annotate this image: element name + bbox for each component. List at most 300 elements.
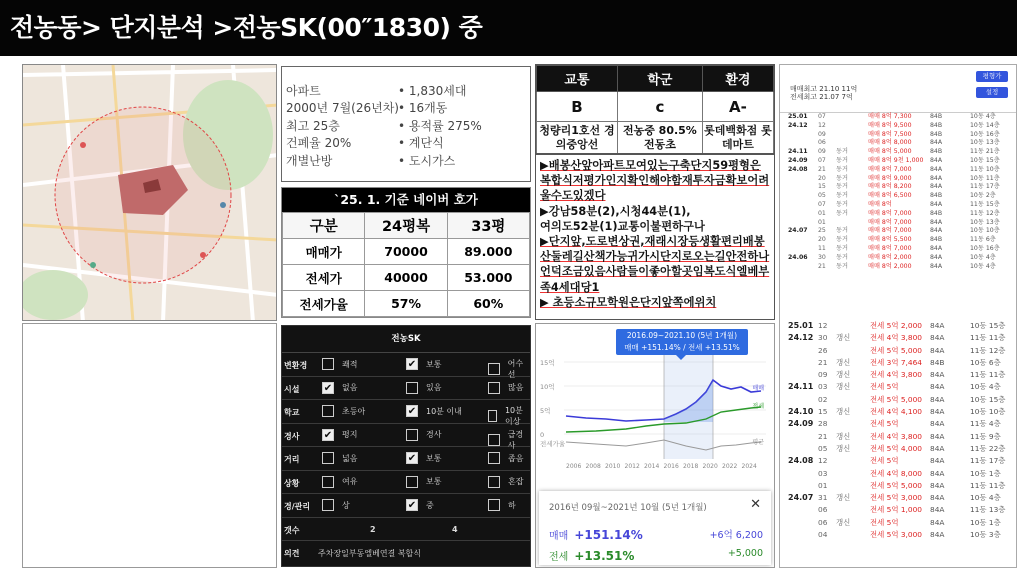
transaction-cell: 84A: [930, 419, 945, 429]
transaction-cell: 84A: [930, 227, 943, 235]
transaction-cell: 전세 5억: [870, 517, 899, 527]
transaction-cell: 09: [818, 148, 826, 156]
transaction-cell: 10동 4층: [970, 253, 996, 261]
transaction-cell: 84B: [930, 130, 943, 138]
checklist-option[interactable]: [322, 382, 357, 394]
transaction-cell: 전세 5억 1,000: [870, 505, 922, 515]
transaction-cell: 갱신: [836, 407, 851, 417]
settings-button[interactable]: 설정: [976, 87, 1008, 98]
table-row[interactable]: [780, 455, 1016, 467]
transaction-cell: 84B: [930, 113, 943, 120]
checkbox[interactable]: [322, 476, 334, 488]
checklist-option[interactable]: [406, 452, 441, 464]
x-tick-label: 2018: [683, 463, 699, 470]
transaction-list-panel: [779, 64, 1017, 568]
checklist-option-label: 초등아: [342, 406, 366, 416]
checklist-option-label: 넓음: [342, 453, 358, 463]
jeonse-ratio-line: [566, 440, 761, 450]
table-row[interactable]: [780, 227, 1016, 236]
price-header: 구분: [283, 213, 365, 239]
transaction-cell: 11동 9층: [970, 431, 1001, 441]
price-cell: 57%: [365, 291, 447, 317]
tooltip-change: 매매 +151.14% / 전세 +13.51%: [624, 343, 740, 352]
transaction-cell: 10동 3층: [970, 530, 1001, 540]
checklist-option[interactable]: [322, 358, 357, 370]
transaction-cell: 05: [818, 192, 826, 200]
transaction-cell: 11동 15층: [970, 200, 1000, 208]
price-table-title: `25. 1. 기준 네이버 호가: [282, 188, 530, 212]
info-buildings: • 16개동: [398, 100, 482, 117]
checkbox[interactable]: [488, 434, 500, 446]
table-row[interactable]: [780, 148, 1016, 157]
location-score-panel: [535, 64, 775, 154]
transaction-cell: 84A: [930, 253, 943, 261]
transaction-cell: 전세 5억 5,000: [870, 394, 922, 404]
table-row[interactable]: [780, 504, 1016, 516]
location-score-table: [536, 65, 774, 154]
checkbox[interactable]: [322, 499, 334, 511]
price-cell: 89.000: [447, 239, 529, 265]
table-row: [283, 265, 530, 291]
transaction-cell: 10동 4층: [970, 262, 996, 270]
checklist-option-label: 혼잡: [508, 477, 524, 486]
transaction-cell: 26: [818, 345, 828, 355]
checklist-option[interactable]: [406, 499, 434, 511]
table-row[interactable]: [780, 418, 1016, 430]
y-tick-label: 10억: [540, 383, 555, 391]
transaction-cell: 84B: [930, 236, 943, 244]
price-header: 24평복: [365, 213, 447, 239]
checkbox[interactable]: [488, 363, 500, 375]
transaction-cell: 06: [818, 505, 828, 515]
transaction-cell: 매매 8억 9,500: [868, 121, 912, 129]
transaction-cell: 10동 10층: [970, 407, 1006, 417]
table-row[interactable]: [780, 122, 1016, 131]
x-tick-label: 2014: [644, 463, 660, 470]
transaction-cell: 동거: [836, 236, 848, 244]
transaction-cell: 01: [818, 218, 826, 226]
price-cell: 전세가율: [283, 291, 365, 317]
info-floors: 최고 25층: [286, 118, 340, 133]
transaction-cell: 매매 8억 9,000: [868, 174, 912, 182]
table-row[interactable]: [780, 263, 1016, 272]
transaction-cell: 동거: [836, 148, 848, 156]
checked-checkbox[interactable]: ✔: [323, 429, 333, 441]
transaction-cell: 11동 22층: [970, 443, 1006, 453]
table-row[interactable]: [780, 139, 1016, 148]
checkbox[interactable]: [488, 476, 500, 488]
checklist-row: [282, 377, 530, 401]
checklist-option[interactable]: [322, 499, 350, 511]
transaction-cell: 31: [818, 493, 828, 503]
transaction-cell: 10동 16층: [970, 244, 1000, 252]
transaction-cell: 전세 5억 5,000: [870, 345, 922, 355]
transaction-cell: 12: [818, 121, 826, 129]
transaction-cell: 15: [818, 407, 828, 417]
count-label: 갯수: [284, 525, 300, 535]
transaction-cell: 10동 6층: [970, 357, 1001, 367]
transaction-cell: 84A: [930, 431, 945, 441]
transaction-cell: 매매 8억 2,000: [868, 262, 912, 270]
popup-jeonse-pct: +13.51%: [574, 549, 635, 563]
transaction-cell: 84A: [930, 218, 943, 226]
checked-checkbox[interactable]: ✔: [407, 500, 417, 511]
transaction-cell: 06: [818, 517, 828, 527]
checkbox[interactable]: [488, 410, 497, 422]
transaction-cell: 84A: [930, 370, 945, 380]
transaction-cell: 21: [818, 431, 828, 441]
checkbox[interactable]: [488, 382, 500, 394]
transaction-cell: 21: [818, 357, 828, 367]
transaction-cell: 11동 11층: [970, 480, 1006, 490]
transaction-cell: 84A: [930, 156, 943, 164]
popup-jeonse-label: 전세: [549, 552, 569, 563]
table-row[interactable]: [780, 517, 1016, 529]
table-row: [283, 239, 530, 265]
table-row[interactable]: [780, 113, 1016, 122]
score-detail: 청량리1호선 경의중앙선: [537, 122, 618, 154]
transaction-cell: 10동 10층: [970, 227, 1000, 235]
price-table: [282, 212, 530, 317]
checklist-row: [282, 400, 530, 424]
checklist-option[interactable]: [488, 452, 523, 464]
transaction-cell: 84A: [930, 244, 943, 252]
transaction-cell: 20: [818, 174, 826, 182]
max-sale: 매매최고 21.10 11억: [790, 85, 858, 93]
note-item: 여의도52분(1)교통이불편하구나: [540, 219, 705, 233]
transaction-cell: 09: [818, 130, 826, 138]
transaction-cell: 84B: [930, 357, 945, 367]
table-row[interactable]: [780, 201, 1016, 210]
checklist-option-label: 많음: [508, 383, 524, 392]
note-item: ▶배봉산앞아파트모여있는구축단지59평형은복합식저평가인지확인해야함재투자금확보어려울수도있겠다: [540, 159, 770, 203]
checklist-option-label: 보통: [426, 359, 442, 369]
transaction-cell: 84A: [930, 480, 945, 490]
series-label: 매매: [752, 385, 764, 392]
score-grade: c: [617, 92, 702, 122]
score-header: 교통: [537, 66, 618, 92]
checkbox[interactable]: [406, 382, 418, 394]
table-row[interactable]: [780, 468, 1016, 480]
transaction-cell: 갱신: [836, 431, 851, 441]
checkbox[interactable]: [322, 452, 334, 464]
checklist-row-label: 경/관리: [284, 502, 311, 511]
transaction-cell: 12: [818, 456, 828, 466]
close-icon[interactable]: ✕: [750, 497, 761, 512]
checklist-row: [282, 494, 530, 518]
checklist-option[interactable]: [322, 476, 357, 488]
table-row[interactable]: [780, 480, 1016, 492]
x-tick-label: 2016: [663, 463, 679, 470]
transaction-cell: 동거: [836, 183, 848, 191]
transaction-cell: 갱신: [836, 357, 851, 367]
transaction-cell: 84A: [930, 139, 943, 147]
checklist-option-label: 어수선: [507, 359, 524, 379]
side-axis-label: 전세가율: [540, 440, 566, 448]
transaction-cell: 20: [818, 236, 826, 244]
checklist-count-row: [282, 518, 530, 542]
transaction-cell: 84B: [930, 148, 943, 156]
checkbox[interactable]: [322, 405, 334, 417]
transaction-cell: 07: [818, 200, 826, 208]
transaction-cell: 매매 8억 6,500: [868, 192, 912, 200]
y-tick-label: 0: [540, 431, 545, 439]
transaction-cell: 동거: [836, 253, 848, 261]
complex-info-panel: [281, 66, 531, 182]
transaction-cell: 01: [818, 480, 828, 490]
transaction-cell: 10동 16층: [970, 130, 1000, 138]
max-price-summary: [790, 85, 857, 101]
checklist-option[interactable]: [322, 405, 365, 417]
checklist-option[interactable]: [322, 429, 357, 441]
checklist-row: [282, 447, 530, 471]
table-row[interactable]: [780, 332, 1016, 344]
price-cell: 전세가: [283, 265, 365, 291]
transaction-cell: 11동 10층: [970, 165, 1000, 173]
transaction-cell: 02: [818, 394, 828, 404]
transaction-cell: 전세 5억 3,000: [870, 493, 922, 503]
checkbox[interactable]: [406, 476, 418, 488]
checklist-opinion-row: [282, 541, 530, 565]
price-header: 33평: [447, 213, 529, 239]
price-trend-chart[interactable]: [535, 323, 775, 568]
transaction-cell: 01: [818, 209, 826, 217]
transaction-cell: 25.01: [788, 113, 808, 120]
transaction-cell: 매매 8억: [868, 200, 892, 208]
opinion-label: 의견: [284, 549, 300, 558]
checklist-row-label: 상황: [284, 478, 300, 488]
transaction-cell: 12: [818, 321, 828, 330]
transaction-cell: 전세 5억: [870, 456, 899, 466]
checklist-option[interactable]: [406, 382, 441, 394]
popup-period: 2016년 09월~2021년 10월 (5년 1개월): [549, 503, 707, 513]
checked-checkbox[interactable]: ✔: [407, 406, 417, 417]
transaction-cell: 24.11: [788, 148, 808, 156]
x-tick-label: 2022: [722, 463, 738, 470]
info-structure: • 계단식: [398, 135, 482, 152]
tooltip-period: 2016.09~2021.10 (5년 1개월): [626, 331, 738, 340]
checked-checkbox[interactable]: ✔: [323, 382, 333, 394]
popup-jeonse-row: [549, 548, 634, 563]
checklist-option-label: 중: [426, 500, 434, 510]
transaction-cell: 매매 8억 8,000: [868, 139, 912, 147]
table-row[interactable]: [780, 210, 1016, 219]
transaction-cell: 24.07: [788, 493, 814, 503]
checklist-option[interactable]: [322, 452, 357, 464]
checklist-option[interactable]: [406, 476, 441, 488]
checklist-rows: [282, 353, 530, 518]
checklist-option[interactable]: [406, 358, 441, 370]
transaction-cell: 28: [818, 419, 828, 429]
table-row[interactable]: [780, 369, 1016, 381]
table-row[interactable]: [780, 254, 1016, 263]
transaction-cell: 30: [818, 253, 826, 261]
transaction-cell: 매매 8억 5,500: [868, 236, 912, 244]
transaction-cell: 10동 15층: [970, 394, 1006, 404]
table-row[interactable]: [780, 406, 1016, 418]
info-gas: • 도시가스: [398, 153, 482, 170]
transaction-cell: 10동 1층: [970, 517, 1001, 527]
table-row[interactable]: [780, 394, 1016, 406]
transaction-cell: 10동 13층: [970, 218, 1000, 226]
checklist-row-label: 거리: [284, 455, 300, 464]
checked-checkbox[interactable]: ✔: [407, 359, 417, 370]
empty-panel: [22, 323, 277, 568]
table-row[interactable]: [780, 192, 1016, 201]
checked-checkbox[interactable]: ✔: [407, 453, 417, 464]
transaction-cell: 동거: [836, 227, 848, 235]
transaction-cell: 동거: [836, 174, 848, 182]
table-row[interactable]: [780, 492, 1016, 504]
location-map[interactable]: [22, 64, 277, 321]
transaction-cell: 10동 15층: [970, 156, 1000, 164]
price-cell: 60%: [447, 291, 529, 317]
checklist-option[interactable]: [488, 476, 523, 488]
table-row[interactable]: [780, 166, 1016, 175]
transaction-cell: 84B: [930, 209, 943, 217]
transaction-cell: 03: [818, 382, 828, 392]
pyeong-price-button[interactable]: 평형가: [976, 71, 1008, 82]
info-left-column: [286, 83, 399, 170]
transaction-cell: 11동 21층: [970, 148, 1000, 156]
table-row[interactable]: [780, 236, 1016, 245]
popup-sale-row: [549, 527, 643, 542]
transaction-cell: 84A: [930, 200, 943, 208]
transaction-cell: 전세 5억: [870, 419, 899, 429]
transaction-cell: 전세 4억 3,800: [870, 370, 922, 380]
transaction-cell: 전세 5억 2,000: [870, 321, 922, 330]
transaction-cell: 25.01: [788, 321, 814, 330]
price-cell: 70000: [365, 239, 447, 265]
transaction-cell: 84A: [930, 394, 945, 404]
transaction-cell: 84A: [930, 174, 943, 182]
price-cell: 40000: [365, 265, 447, 291]
max-jeonse: 전세최고 21.07 7억: [790, 93, 853, 101]
table-row[interactable]: [780, 431, 1016, 443]
transaction-cell: 10동 15층: [970, 321, 1006, 330]
transaction-cell: 84A: [930, 333, 945, 343]
transaction-cell: 24.12: [788, 121, 808, 129]
transaction-cell: 11동 4층: [970, 419, 1001, 429]
x-tick-label: 2024: [741, 463, 757, 470]
page-title: 전농동> 단지분석 >전농SK(00″1830) 중: [0, 0, 1017, 56]
score-grade: B: [537, 92, 618, 122]
transaction-cell: 동거: [836, 262, 848, 270]
checklist-option[interactable]: [488, 499, 516, 511]
transaction-cell: 84A: [930, 407, 945, 417]
transaction-cell: 동거: [836, 209, 848, 217]
transaction-cell: 24.07: [788, 227, 808, 235]
transaction-cell: 매매 8억 7,000: [868, 218, 912, 226]
transaction-cell: 03: [818, 468, 828, 478]
transaction-cell: 10동 2층: [970, 192, 996, 200]
series-label: 평균: [752, 439, 764, 446]
transaction-cell: 갱신: [836, 493, 851, 503]
transaction-cell: 11동 11층: [970, 333, 1006, 343]
checklist-panel: [281, 325, 531, 567]
note-item: ▶강남58분(2),시청44분(1),: [540, 204, 691, 218]
table-row[interactable]: [780, 183, 1016, 192]
checkbox[interactable]: [488, 499, 500, 511]
transaction-cell: 매매 8억 7,500: [868, 130, 912, 138]
transaction-cell: 전세 5억 3,000: [870, 530, 922, 540]
score-header: 학군: [617, 66, 702, 92]
series-label: 전세: [752, 403, 764, 410]
checkbox[interactable]: [488, 452, 500, 464]
table-row[interactable]: [780, 245, 1016, 254]
transaction-cell: 25: [818, 227, 826, 235]
transaction-cell: 전세 3억 7,464: [870, 357, 922, 367]
checkbox[interactable]: [322, 358, 334, 370]
transaction-cell: 전세 4억 3,800: [870, 431, 922, 441]
table-row[interactable]: [780, 381, 1016, 393]
transaction-cell: 갱신: [836, 370, 851, 380]
transaction-cell: 24.06: [788, 253, 808, 261]
transaction-cell: 매매 8억 5,000: [868, 148, 912, 156]
transaction-cell: 갱신: [836, 382, 851, 392]
y-tick-label: 5억: [540, 407, 551, 415]
checklist-option-label: 평지: [342, 430, 358, 439]
transaction-cell: 11동 17층: [970, 456, 1006, 466]
map-graphic: [23, 65, 277, 321]
transaction-cell: 24.08: [788, 456, 814, 466]
popup-sale-label: 매매: [549, 531, 569, 542]
transaction-cell: 동거: [836, 200, 848, 208]
transaction-cell: 84A: [930, 321, 945, 330]
transaction-cell: 84A: [930, 443, 945, 453]
transaction-cell: 11동 12층: [970, 209, 1000, 217]
table-row[interactable]: [780, 320, 1016, 332]
score-detail: 전농중 80.5% 전동초: [617, 122, 702, 154]
transaction-cell: 10동 4층: [970, 382, 1001, 392]
checkbox[interactable]: [406, 429, 418, 441]
checklist-option[interactable]: [406, 429, 441, 441]
table-row[interactable]: [780, 529, 1016, 541]
table-row[interactable]: [780, 357, 1016, 369]
transaction-cell: 동거: [836, 156, 848, 164]
chart-tooltip: [616, 329, 748, 355]
popup-sale-amount: +6억 6,200: [709, 530, 763, 541]
note-item: ▶ 초등소규모학원은단지앞쪽에위치: [540, 295, 717, 309]
x-tick-label: 2006: [566, 463, 582, 470]
table-row[interactable]: [780, 345, 1016, 357]
price-cell: 매매가: [283, 239, 365, 265]
transaction-cell: 21: [818, 165, 826, 173]
change-summary-popup: [539, 491, 771, 565]
opinion-text: 주차장일부동엘베연결 복합식: [318, 549, 422, 558]
info-right-column: [398, 83, 482, 170]
checklist-option-label: 경사: [426, 430, 442, 439]
info-households: • 1,830세대: [398, 83, 482, 100]
score-detail: 롯데백화점 롯데마트: [702, 122, 773, 154]
transaction-cell: 10동 13층: [970, 139, 1000, 147]
checklist-option[interactable]: [488, 382, 523, 394]
transaction-cell: 84A: [930, 183, 943, 191]
popup-sale-pct: +151.14%: [574, 528, 643, 542]
checklist-title: 전농SK: [282, 326, 530, 353]
transaction-cell: 84B: [930, 121, 943, 129]
transaction-cell: 전세 5억 5,000: [870, 480, 922, 490]
table-row[interactable]: [780, 443, 1016, 455]
transaction-cell: 84B: [930, 192, 943, 200]
checklist-option[interactable]: [406, 405, 462, 417]
score-header: 환경: [702, 66, 773, 92]
checklist-row-label: 학교: [284, 408, 300, 417]
table-row[interactable]: [780, 157, 1016, 166]
transaction-cell: 매매 8억 7,300: [868, 113, 912, 120]
transaction-cell: 매매 8억 7,000: [868, 165, 912, 173]
checklist-option-label: 여유: [342, 477, 358, 486]
